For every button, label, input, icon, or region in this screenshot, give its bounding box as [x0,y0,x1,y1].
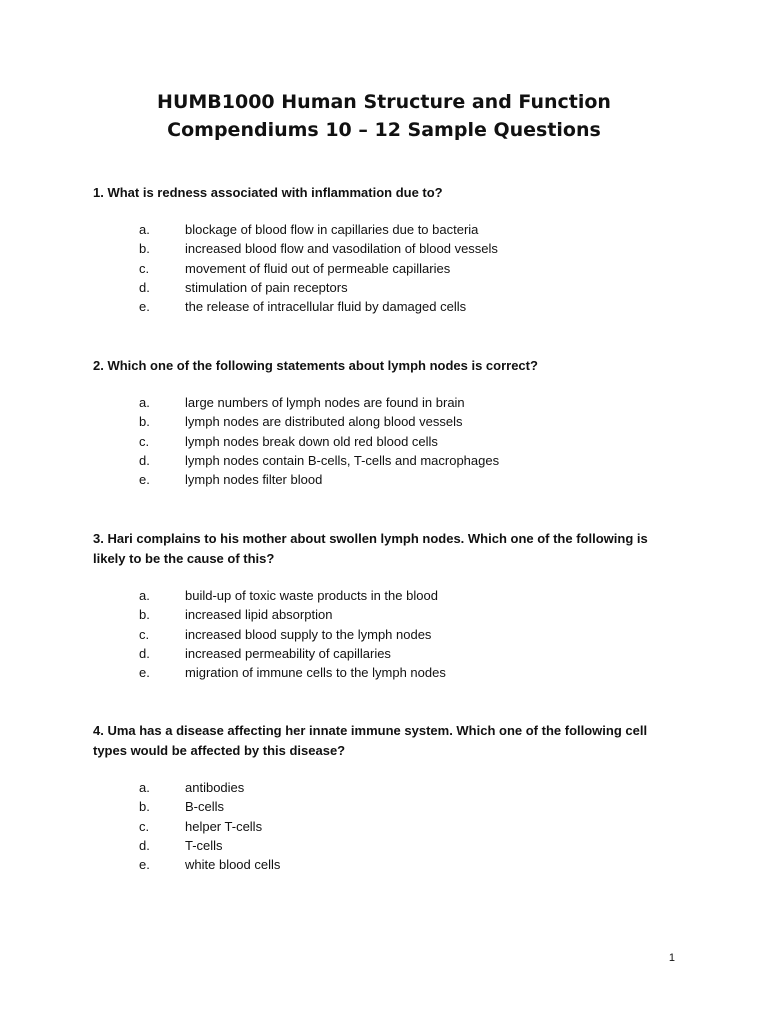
option-b [93,605,683,624]
option-text: stimulation of pain receptors [185,279,348,295]
option-text: the release of intracellular fluid by damaged cells [185,299,467,315]
option-text: B-cells [185,799,225,815]
option-letter: a. [139,222,150,237]
option-text: migration of immune cells to the lymph nodes [185,665,446,681]
options-list [93,393,683,489]
option-text: T-cells [185,837,223,853]
option-text: increased blood flow and vasodilation of blood vessels [185,241,498,257]
question-text: 1. What is redness associated with inflammation due to? [93,185,443,200]
option-c [93,432,683,451]
question-1 [93,183,683,316]
question-3 [93,529,683,682]
option-c [93,817,683,836]
option-text: build-up of toxic waste products in the blood [185,588,438,603]
option-text: lymph nodes contain B-cells, T-cells and macrophages [185,452,500,468]
option-text: blockage of blood flow in capillaries due to bacteria [185,222,479,237]
option-b [93,797,683,816]
option-text: large numbers of lymph nodes are found in brain [185,395,465,410]
option-letter: b. [139,241,150,257]
title-line-2: Compendiums 10 – 12 Sample Questions [167,119,601,141]
option-d [93,278,683,297]
option-text: lymph nodes filter blood [185,472,323,488]
options-list [93,778,683,874]
option-letter: c. [139,626,150,642]
option-text: antibodies [185,780,245,795]
option-text: increased blood supply to the lymph nodes [185,626,432,642]
option-e [93,663,683,682]
option-letter: b. [139,414,150,430]
question-text: 3. Hari complains to his mother about swollen lymph nodes. Which one of the following is likely to be the cause of this? [93,531,648,566]
option-b [93,239,683,258]
option-letter: c. [139,260,150,276]
question-text: 2. Which one of the following statements about lymph nodes is correct? [93,358,538,373]
option-letter: d. [139,452,150,468]
question-text: 4. Uma has a disease affecting her innate immune system. Which one of the following cell types would be affected by this disease? [93,723,648,758]
option-text: increased permeability of capillaries [185,645,391,661]
option-letter: a. [139,395,150,410]
option-text: increased lipid absorption [185,607,333,623]
option-letter: b. [139,607,150,623]
option-e [93,855,683,874]
option-e [93,297,683,316]
option-c [93,259,683,278]
option-b [93,412,683,431]
option-c [93,625,683,644]
option-text: lymph nodes are distributed along blood vessels [185,414,463,430]
option-letter: c. [139,818,150,834]
options-list [93,586,683,682]
option-d [93,451,683,470]
option-text: white blood cells [185,857,281,873]
option-letter: d. [139,279,150,295]
option-letter: e. [139,665,150,681]
option-letter: e. [139,299,150,315]
option-a [93,586,683,605]
option-e [93,470,683,489]
option-d [93,836,683,855]
option-text: helper T-cells [185,818,263,834]
option-letter: a. [139,588,150,603]
option-text: lymph nodes break down old red blood cells [185,433,438,449]
option-a [93,778,683,797]
options-list [93,220,683,316]
question-2 [93,356,683,489]
option-letter: b. [139,799,150,815]
option-letter: c. [139,433,150,449]
page-number: 1 [668,952,675,964]
page-title [0,88,768,144]
option-letter: a. [139,780,150,795]
option-letter: e. [139,857,150,873]
option-letter: d. [139,837,150,853]
title-line-1: HUMB1000 Human Structure and Function [157,91,611,113]
option-a [93,220,683,239]
option-text: movement of fluid out of permeable capillaries [185,260,451,276]
option-d [93,644,683,663]
option-letter: e. [139,472,150,488]
option-a [93,393,683,412]
option-letter: d. [139,645,150,661]
question-4 [93,721,683,874]
